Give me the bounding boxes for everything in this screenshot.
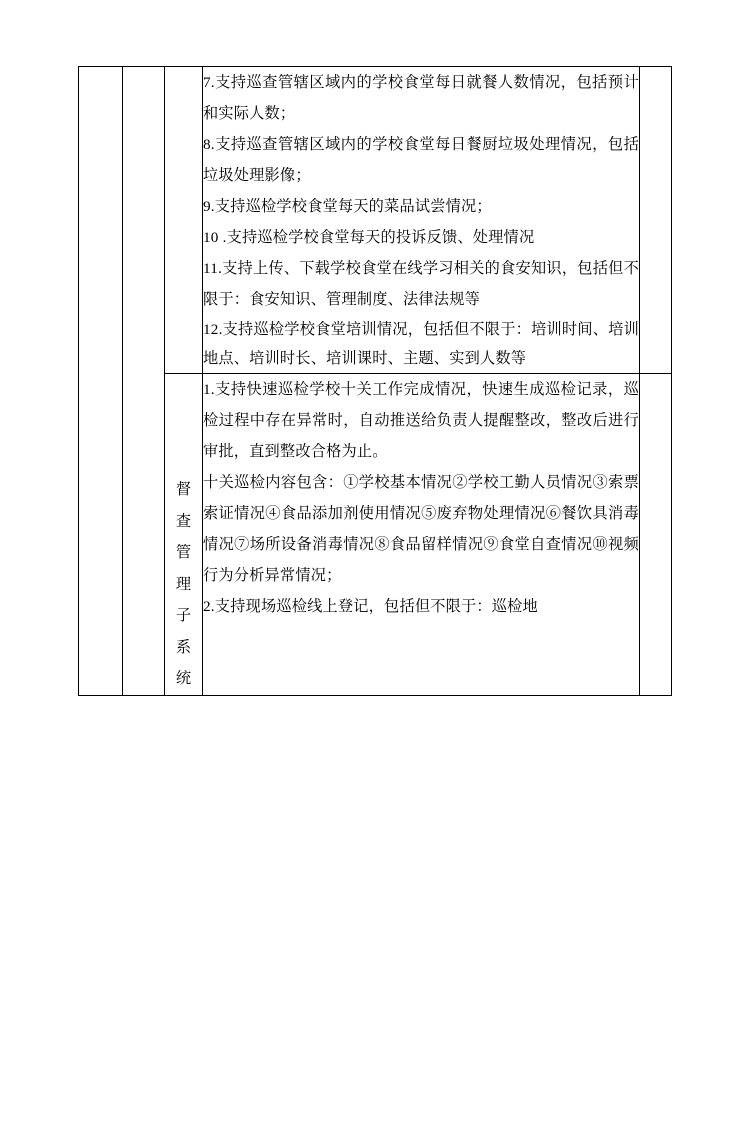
requirements-table bbox=[78, 66, 672, 696]
requirement-item-8: 8.支持巡查管辖区域内的学校食堂每日餐厨垃圾处理情况，包括垃圾处理影像； bbox=[203, 136, 639, 184]
module-name-vertical bbox=[165, 374, 202, 695]
module-name-char-3: 管 bbox=[175, 544, 192, 561]
table-cell-content-1 bbox=[203, 67, 640, 374]
table-cell-module-label-1 bbox=[165, 67, 203, 374]
table-cell-column-5-row-2 bbox=[640, 374, 672, 696]
requirement-item-9: 9.支持巡检学校食堂每天的菜品试尝情况； bbox=[203, 198, 492, 215]
table-cell-column-5-row-1 bbox=[640, 67, 672, 374]
module-name-char-7: 统 bbox=[175, 670, 192, 687]
requirement-item-7: 7.支持巡查管辖区域内的学校食堂每日就餐人数情况，包括预计和实际人数； bbox=[203, 74, 639, 122]
table-row bbox=[79, 67, 672, 374]
requirement-item-11: 11.支持上传、下载学校食堂在线学习相关的食安知识，包括但不限于：食安知识、管理制度、法律法规等 bbox=[203, 260, 639, 308]
table-row bbox=[79, 374, 672, 696]
requirement-item-12: 12.支持巡检学校食堂培训情况，包括但不限于：培训时间、培训地点、培训时长、培训课时、主题、实到人数等 bbox=[203, 321, 639, 367]
module-name-char-2: 查 bbox=[175, 512, 192, 530]
module-name-char-6: 系 bbox=[175, 638, 192, 656]
inspection-item-2: 2.支持现场巡检线上登记，包括但不限于：巡检地 bbox=[203, 598, 538, 615]
inspection-item-1: 1.支持快速巡检学校十关工作完成情况，快速生成巡检记录，巡检过程中存在异常时，自动推送给负责人提醒整改，整改后进行审批，直到整改合格为止。 bbox=[203, 381, 639, 460]
module-name-char-4: 理 bbox=[175, 575, 192, 593]
requirement-item-10: 10 .支持巡检学校食堂每天的投诉反馈、处理情况 bbox=[203, 229, 535, 246]
inspection-scope-list: 十关巡检内容包含：①学校基本情况②学校工勤人员情况③索票索证情况④食品添加剂使用情况⑤废弃物处理情况⑥餐饮具消毒情况⑦场所设备消毒情况⑧食品留样情况⑨食堂自查情况⑩视频行为分析异常情况； bbox=[203, 474, 639, 584]
table-cell-column-2 bbox=[123, 67, 165, 696]
module-name-char-1: 督 bbox=[175, 481, 192, 498]
table-cell-module-label-2 bbox=[165, 374, 203, 696]
module-name-char-5: 子 bbox=[175, 607, 192, 624]
table-cell-content-2 bbox=[203, 374, 640, 696]
table-cell-column-1 bbox=[79, 67, 123, 696]
